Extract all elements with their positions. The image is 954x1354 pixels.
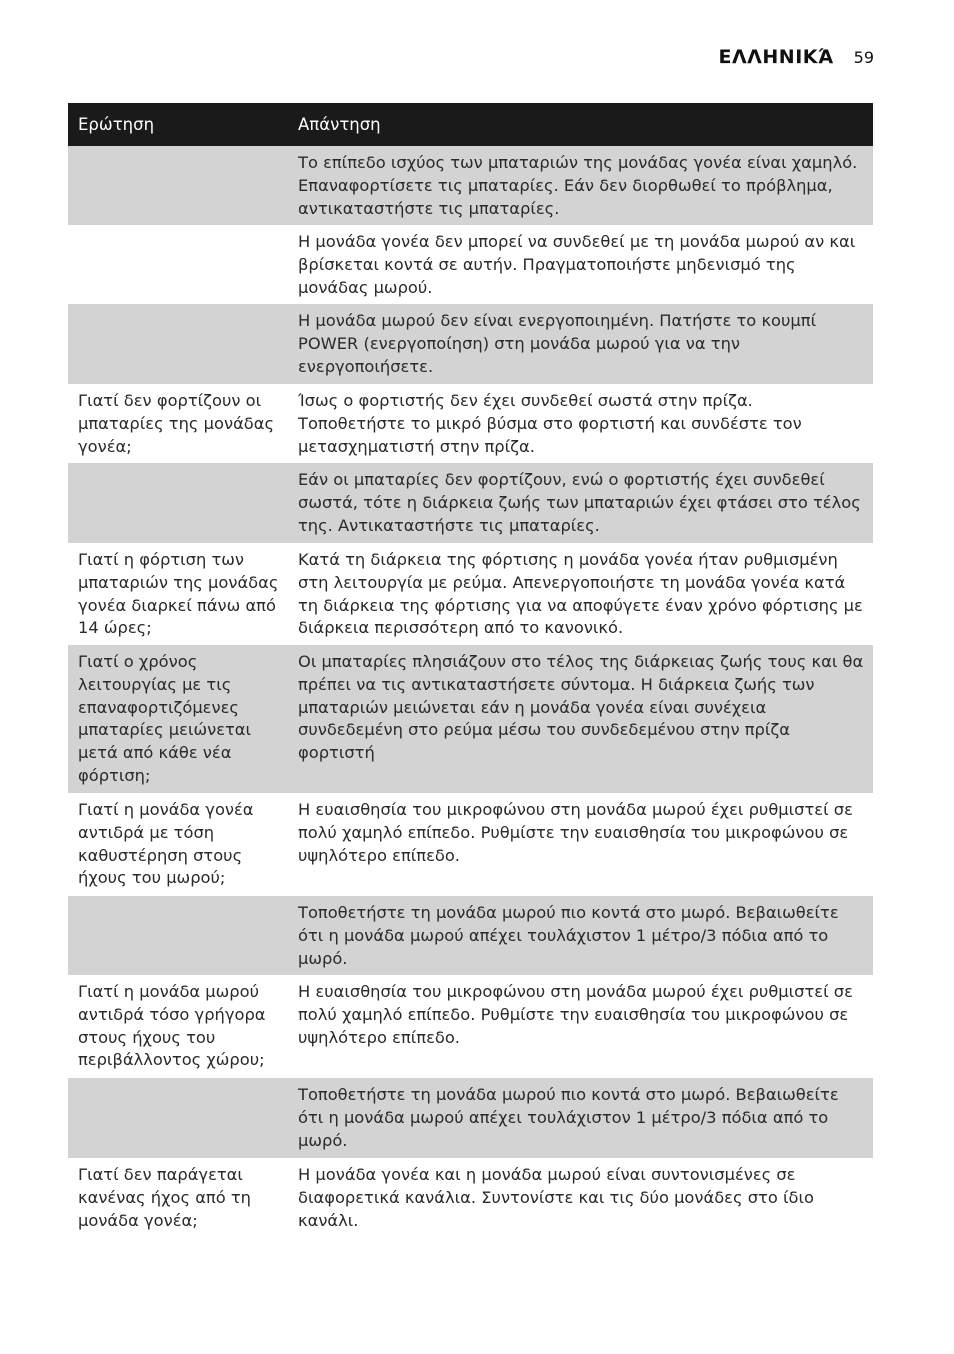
answer-cell: Τοποθετήστε τη μονάδα μωρού πιο κοντά στο μωρό. Βεβαιωθείτε ότι η μονάδα μωρού απέχει τουλάχιστον 1 μέτρο/3 πόδια από το μωρό. <box>298 903 839 968</box>
column-header-question: Ερώτηση <box>78 115 155 134</box>
question-cell <box>68 146 298 225</box>
table-row <box>68 304 873 384</box>
table-row <box>68 1078 873 1158</box>
table-row <box>68 225 873 304</box>
question-cell <box>68 463 298 543</box>
question-cell <box>68 896 298 975</box>
question-cell: Γιατί δεν φορτίζουν οι μπαταρίες της μονάδας γονέα; <box>78 391 275 456</box>
question-cell <box>68 1078 298 1158</box>
answer-cell: Η ευαισθησία του μικροφώνου στη μονάδα μωρού έχει ρυθμιστεί σε πολύ χαμηλό επίπεδο. Ρυθμίστε την ευαισθησία του μικροφώνου σε υψηλότερο επίπεδο. <box>298 982 853 1047</box>
question-cell: Γιατί δεν παράγεται κανένας ήχος από τη μονάδα γονέα; <box>78 1165 251 1230</box>
table-row <box>68 896 873 975</box>
answer-cell: Η ευαισθησία του μικροφώνου στη μονάδα μωρού έχει ρυθμιστεί σε πολύ χαμηλό επίπεδο. Ρυθμίστε την ευαισθησία του μικροφώνου σε υψηλότερο επίπεδο. <box>298 800 853 865</box>
answer-cell: Η μονάδα γονέα δεν μπορεί να συνδεθεί με τη μονάδα μωρού αν και βρίσκεται κοντά σε αυτήν. Πραγματοποιήστε μηδενισμό της μονάδας μωρού. <box>298 232 856 297</box>
answer-cell: Τοποθετήστε τη μονάδα μωρού πιο κοντά στο μωρό. Βεβαιωθείτε ότι η μονάδα μωρού απέχει τουλάχιστον 1 μέτρο/3 πόδια από το μωρό. <box>298 1085 839 1150</box>
table-row <box>68 645 873 793</box>
answer-cell: Το επίπεδο ισχύος των μπαταριών της μονάδας γονέα είναι χαμηλό. Επαναφορτίσετε τις μπαταρίες. Εάν δεν διορθωθεί το πρόβλημα, αντικαταστήστε τις μπαταρίες. <box>298 153 858 218</box>
question-cell: Γιατί η μονάδα μωρού αντιδρά τόσο γρήγορα στους ήχους του περιβάλλοντος χώρου; <box>78 982 266 1070</box>
question-cell: Γιατί η φόρτιση των μπαταριών της μονάδας γονέα διαρκεί πάνω από 14 ώρες; <box>78 550 279 638</box>
question-cell <box>68 304 298 384</box>
table-header <box>68 103 873 146</box>
language-label: ΕΛΛΗΝΙΚΆ <box>718 46 834 68</box>
table-row <box>68 1158 873 1238</box>
answer-cell: Ίσως ο φορτιστής δεν έχει συνδεθεί σωστά στην πρίζα. Τοποθετήστε το μικρό βύσμα στο φορτιστή και συνδέστε τον μετασχηματιστή στην πρίζα. <box>298 391 802 456</box>
question-cell: Γιατί ο χρόνος λειτουργίας με τις επαναφορτιζόμενες μπαταρίες μειώνεται μετά από κάθε νέα φόρτιση; <box>78 652 252 785</box>
table-row <box>68 463 873 543</box>
column-header-answer: Απάντηση <box>298 115 381 134</box>
page-number: 59 <box>853 48 874 67</box>
page-header <box>719 46 875 68</box>
table-row <box>68 543 873 645</box>
table-row <box>68 793 873 896</box>
answer-cell: Η μονάδα μωρού δεν είναι ενεργοποιημένη. Πατήστε το κουμπί POWER (ενεργοποίηση) στη μονάδα μωρού για να την ενεργοποιήσετε. <box>298 311 817 376</box>
troubleshooting-table <box>68 103 873 1238</box>
table-row <box>68 975 873 1078</box>
answer-cell: Η μονάδα γονέα και η μονάδα μωρού είναι συντονισμένες σε διαφορετικά κανάλια. Συντονίστε και τις δύο μονάδες στο ίδιο κανάλι. <box>298 1165 814 1230</box>
answer-cell: Εάν οι μπαταρίες δεν φορτίζουν, ενώ ο φορτιστής έχει συνδεθεί σωστά, τότε η διάρκεια ζωής των μπαταριών έχει φτάσει στο τέλος της. Αντικαταστήστε τις μπαταρίες. <box>298 470 861 535</box>
answer-cell: Οι μπαταρίες πλησιάζουν στο τέλος της διάρκειας ζωής τους και θα πρέπει να τις αντικαταστήσετε σύντομα. Η διάρκεια ζωής των μπαταριών μειώνεται εάν η μονάδα γονέα είναι συνέχεια συνδεδεμένη στο ρεύμα μέσω του συνδεδεμένου στην πρίζα φορτιστή <box>298 652 864 763</box>
question-cell <box>68 225 298 304</box>
table-row <box>68 384 873 463</box>
table-row <box>68 146 873 225</box>
answer-cell: Κατά τη διάρκεια της φόρτισης η μονάδα γονέα ήταν ρυθμισμένη στη λειτουργία με ρεύμα. Απενεργοποιήστε τη μονάδα γονέα κατά τη διάρκεια της φόρτισης για να αποφύγετε έναν χρόνο φόρτισης με διάρκεια περισσότερη από το κανονικό. <box>298 550 863 638</box>
question-cell: Γιατί η μονάδα γονέα αντιδρά με τόση καθυστέρηση στους ήχους του μωρού; <box>78 800 254 888</box>
